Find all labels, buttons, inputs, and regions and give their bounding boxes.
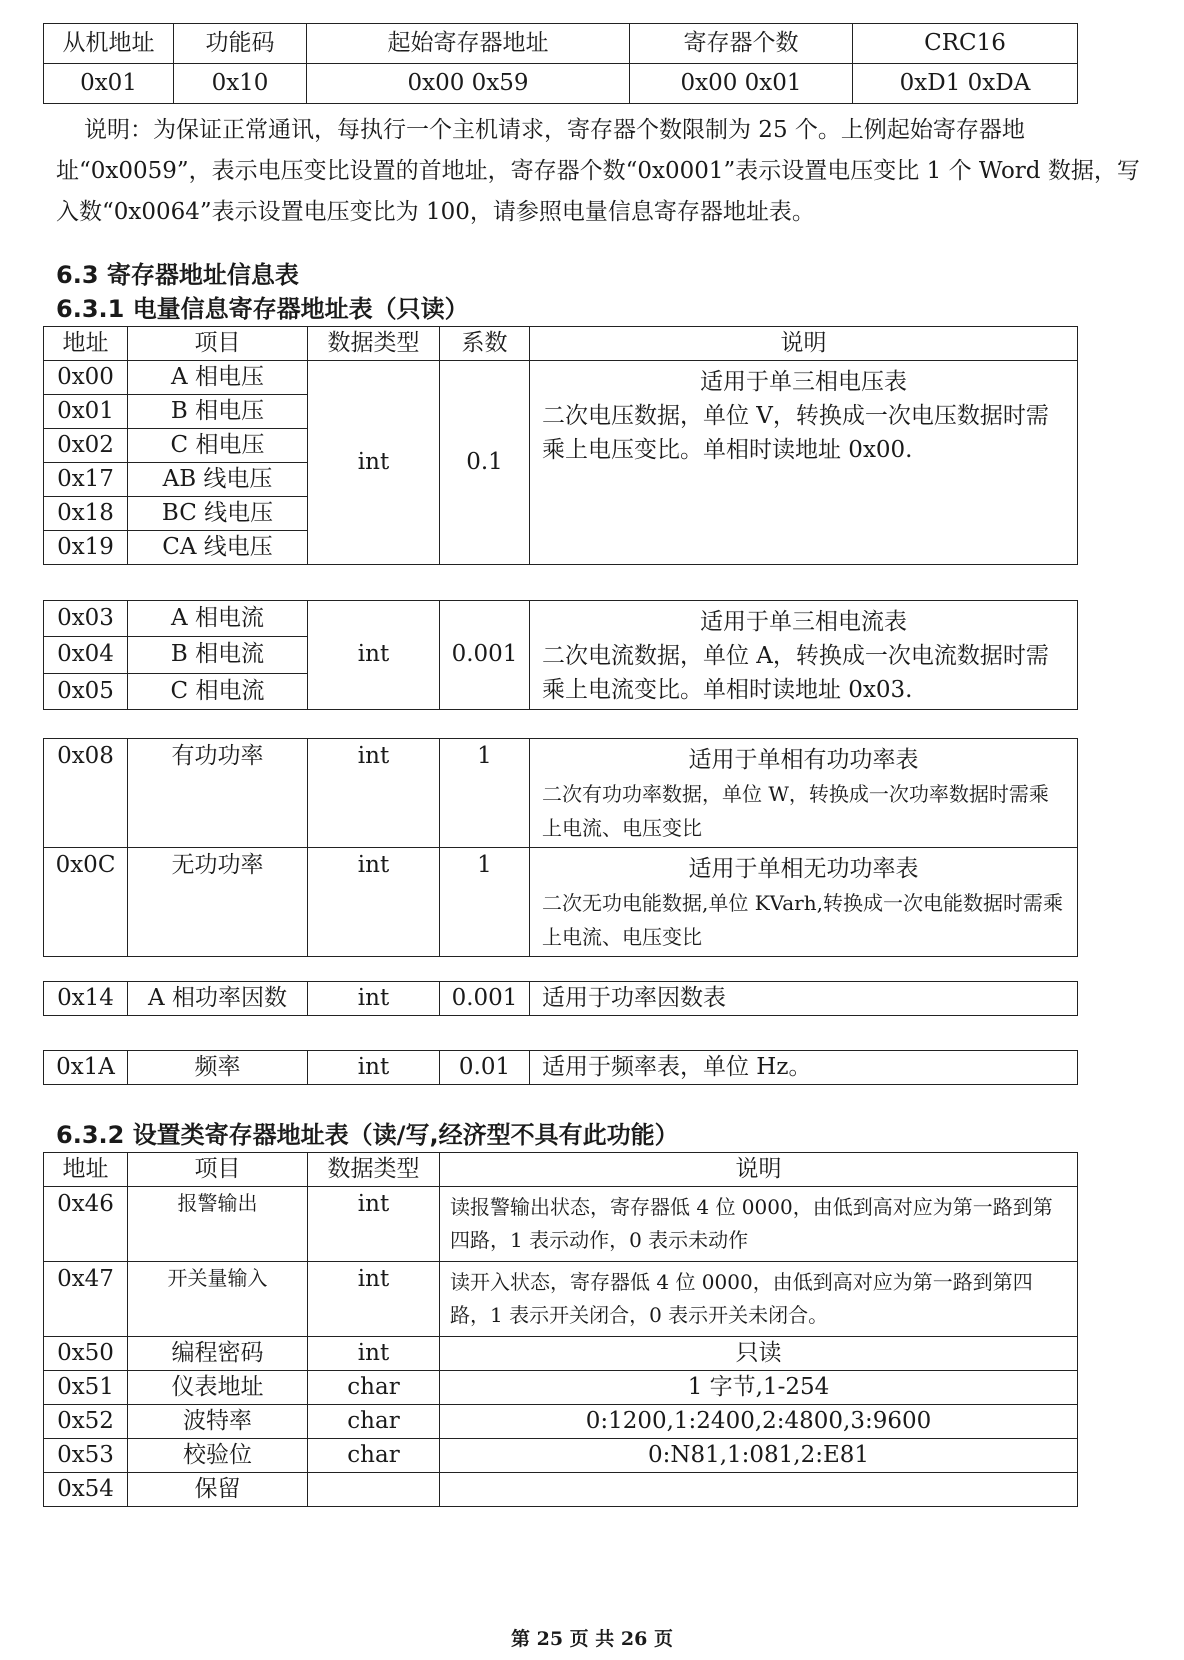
address-cell: 0x02 xyxy=(44,429,128,463)
item-cell: B 相电流 xyxy=(128,637,308,673)
header-cell: 数据类型 xyxy=(308,1153,440,1187)
item-cell: 有功功率 xyxy=(128,739,308,848)
item-cell: 开关量输入 xyxy=(128,1262,308,1337)
description-title: 适用于单三相电压表 xyxy=(700,369,907,395)
type-cell xyxy=(308,1473,440,1507)
address-cell: 0x53 xyxy=(44,1439,128,1473)
type-cell: int xyxy=(308,1051,440,1085)
description-cell: 0:N81,1:081,2:E81 xyxy=(440,1439,1078,1473)
description-cell xyxy=(440,1473,1078,1507)
type-cell: char xyxy=(308,1405,440,1439)
type-cell: int xyxy=(308,982,440,1016)
type-cell: int xyxy=(308,1262,440,1337)
type-cell: int xyxy=(308,1187,440,1262)
item-cell: AB 线电压 xyxy=(128,463,308,497)
settings-register-table xyxy=(43,1152,1078,1507)
coefficient-cell: 0.001 xyxy=(440,601,530,710)
item-cell: A 相电压 xyxy=(128,361,308,395)
address-cell: 0x0C xyxy=(44,848,128,957)
frame-example-table xyxy=(43,23,1078,104)
type-cell: int xyxy=(308,1337,440,1371)
table-row xyxy=(44,739,1078,848)
header-cell: 寄存器个数 xyxy=(630,24,853,64)
header-cell: 起始寄存器地址 xyxy=(307,24,630,64)
type-cell: int xyxy=(308,739,440,848)
description-body: 二次无功电能数据,单位 KVarh,转换成一次电能数据时需乘上电流、电压变比 xyxy=(542,891,1063,949)
item-cell: C 相电流 xyxy=(128,673,308,709)
item-cell: BC 线电压 xyxy=(128,497,308,531)
item-cell: 编程密码 xyxy=(128,1337,308,1371)
header-cell: 从机地址 xyxy=(44,24,174,64)
description-title: 适用于单相有功功率表 xyxy=(688,747,919,773)
explanation-paragraph: 说明：为保证正常通讯，每执行一个主机请求，寄存器个数限制为 25 个。上例起始寄存器地址“0x0059”，表示电压变比设置的首地址，寄存器个数“0x0001”表示设置电压变比 1 个 Word 数据，写入数“0x0064”表示设置电压变比为 100，请参照电量信息寄存器地址表。 xyxy=(56,117,1140,225)
measurement-register-table-power xyxy=(43,738,1078,957)
address-cell: 0x00 xyxy=(44,361,128,395)
address-cell: 0x03 xyxy=(44,601,128,637)
address-cell: 0x08 xyxy=(44,739,128,848)
table-row xyxy=(44,1371,1078,1405)
description-title: 适用于单三相电流表 xyxy=(700,609,907,635)
description-cell xyxy=(530,601,1078,710)
header-cell: 地址 xyxy=(44,1153,128,1187)
table-row xyxy=(44,361,1078,395)
table-row xyxy=(44,1337,1078,1371)
address-cell: 0x46 xyxy=(44,1187,128,1262)
address-cell: 0x52 xyxy=(44,1405,128,1439)
address-cell: 0x50 xyxy=(44,1337,128,1371)
type-cell: int xyxy=(308,601,440,710)
item-cell: 无功功率 xyxy=(128,848,308,957)
item-cell: A 相功率因数 xyxy=(128,982,308,1016)
item-cell: 频率 xyxy=(128,1051,308,1085)
value-cell: 0x00 0x59 xyxy=(307,64,630,104)
section-heading-6-3-2: 6.3.2 设置类寄存器地址表（读/写,经济型不具有此功能） xyxy=(56,1121,679,1149)
address-cell: 0x05 xyxy=(44,673,128,709)
description-body: 二次电流数据，单位 A，转换成一次电流数据时需乘上电流变比。单相时读地址 0x03. xyxy=(542,643,1049,703)
type-cell: int xyxy=(308,848,440,957)
address-cell: 0x01 xyxy=(44,395,128,429)
header-cell: 地址 xyxy=(44,327,128,361)
type-cell: char xyxy=(308,1371,440,1405)
coefficient-cell: 1 xyxy=(440,848,530,957)
page-number-footer: 第 25 页 共 26 页 xyxy=(511,1628,673,1650)
header-cell: 说明 xyxy=(440,1153,1078,1187)
type-cell: int xyxy=(308,361,440,565)
frame-header-row xyxy=(44,24,1078,64)
coefficient-cell: 0.001 xyxy=(440,982,530,1016)
header-cell: CRC16 xyxy=(853,24,1078,64)
item-cell: B 相电压 xyxy=(128,395,308,429)
description-cell: 0:1200,1:2400,2:4800,3:9600 xyxy=(440,1405,1078,1439)
description-cell xyxy=(530,848,1078,957)
address-cell: 0x51 xyxy=(44,1371,128,1405)
item-cell: 保留 xyxy=(128,1473,308,1507)
table-row xyxy=(44,1473,1078,1507)
measurement-register-table-power-factor xyxy=(43,981,1078,1016)
table-row xyxy=(44,982,1078,1016)
item-cell: A 相电流 xyxy=(128,601,308,637)
address-cell: 0x54 xyxy=(44,1473,128,1507)
header-cell: 说明 xyxy=(530,327,1078,361)
header-cell: 数据类型 xyxy=(308,327,440,361)
item-cell: 校验位 xyxy=(128,1439,308,1473)
header-cell: 项目 xyxy=(128,1153,308,1187)
coefficient-cell: 0.01 xyxy=(440,1051,530,1085)
coefficient-cell: 1 xyxy=(440,739,530,848)
item-cell: 仪表地址 xyxy=(128,1371,308,1405)
item-cell: CA 线电压 xyxy=(128,531,308,565)
description-body: 二次电压数据，单位 V，转换成一次电压数据时需乘上电压变比。单相时读地址 0x00. xyxy=(542,403,1049,463)
address-cell: 0x14 xyxy=(44,982,128,1016)
item-cell: C 相电压 xyxy=(128,429,308,463)
address-cell: 0x17 xyxy=(44,463,128,497)
value-cell: 0x01 xyxy=(44,64,174,104)
table-header-row xyxy=(44,327,1078,361)
value-cell: 0xD1 0xDA xyxy=(853,64,1078,104)
address-cell: 0x1A xyxy=(44,1051,128,1085)
table-row xyxy=(44,1187,1078,1262)
measurement-register-table-frequency xyxy=(43,1050,1078,1085)
address-cell: 0x04 xyxy=(44,637,128,673)
item-cell: 波特率 xyxy=(128,1405,308,1439)
header-cell: 系数 xyxy=(440,327,530,361)
description-cell xyxy=(530,361,1078,565)
header-cell: 项目 xyxy=(128,327,308,361)
item-cell: 报警输出 xyxy=(128,1187,308,1262)
section-heading-6-3: 6.3 寄存器地址信息表 xyxy=(56,261,299,289)
table-row xyxy=(44,601,1078,637)
description-title: 适用于单相无功功率表 xyxy=(688,856,919,882)
address-cell: 0x47 xyxy=(44,1262,128,1337)
measurement-register-table-voltage xyxy=(43,326,1078,565)
table-row xyxy=(44,1439,1078,1473)
description-cell: 适用于功率因数表 xyxy=(530,982,1078,1016)
section-heading-6-3-1: 6.3.1 电量信息寄存器地址表（只读） xyxy=(56,295,469,323)
measurement-register-table-current xyxy=(43,600,1078,710)
description-cell: 适用于频率表，单位 Hz。 xyxy=(530,1051,1078,1085)
address-cell: 0x18 xyxy=(44,497,128,531)
value-cell: 0x10 xyxy=(174,64,307,104)
address-cell: 0x19 xyxy=(44,531,128,565)
table-row xyxy=(44,1262,1078,1337)
header-cell: 功能码 xyxy=(174,24,307,64)
description-cell xyxy=(530,739,1078,848)
value-cell: 0x00 0x01 xyxy=(630,64,853,104)
frame-value-row xyxy=(44,64,1078,104)
table-row xyxy=(44,848,1078,957)
description-cell: 只读 xyxy=(440,1337,1078,1371)
table-row xyxy=(44,1405,1078,1439)
description-cell: 1 字节,1-254 xyxy=(440,1371,1078,1405)
type-cell: char xyxy=(308,1439,440,1473)
description-cell: 读报警输出状态，寄存器低 4 位 0000，由低到高对应为第一路到第四路，1 表示动作，0 表示未动作 xyxy=(440,1187,1078,1262)
table-header-row xyxy=(44,1153,1078,1187)
coefficient-cell: 0.1 xyxy=(440,361,530,565)
description-body: 二次有功功率数据，单位 W，转换成一次功率数据时需乘上电流、电压变比 xyxy=(542,782,1049,840)
table-row xyxy=(44,1051,1078,1085)
description-cell: 读开入状态，寄存器低 4 位 0000，由低到高对应为第一路到第四路，1 表示开关闭合，0 表示开关未闭合。 xyxy=(440,1262,1078,1337)
